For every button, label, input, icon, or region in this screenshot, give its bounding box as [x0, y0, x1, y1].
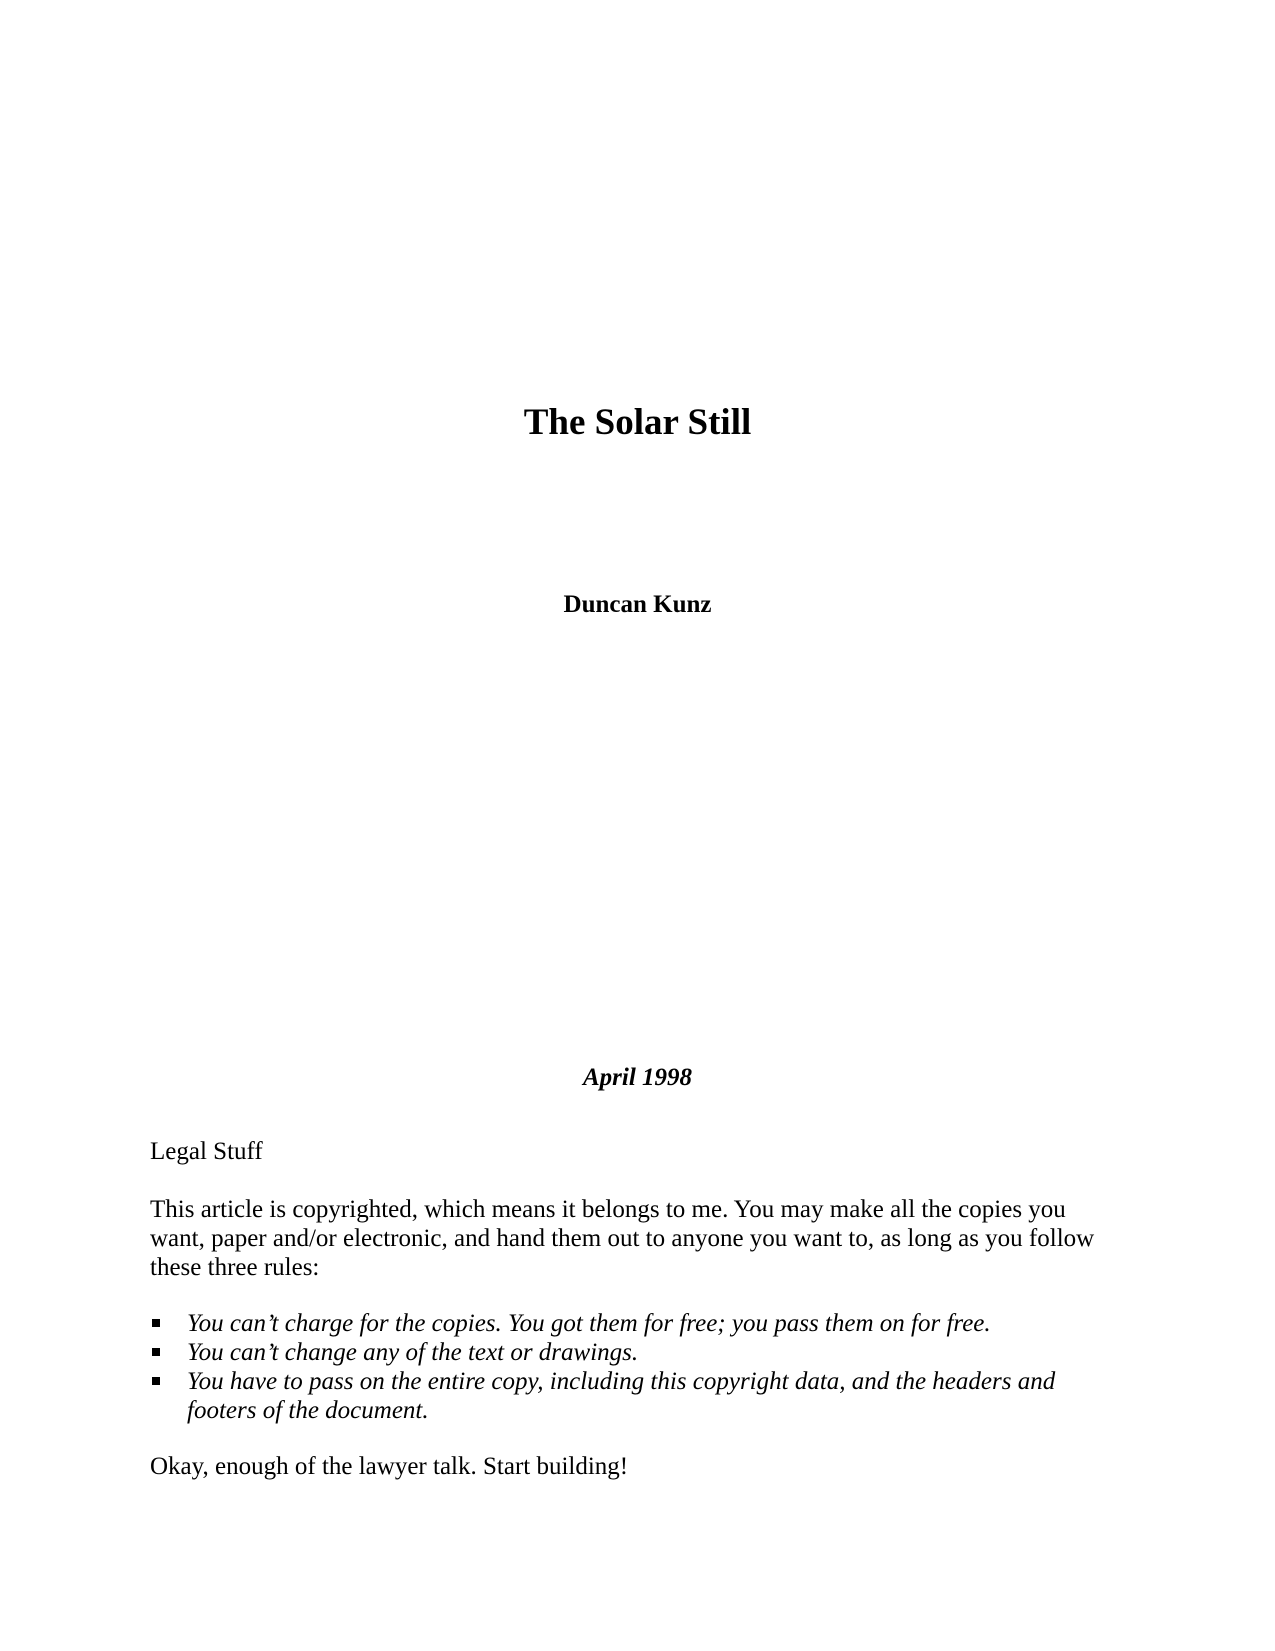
list-item: [150, 1309, 1110, 1338]
document-date: April 1998: [582, 1064, 693, 1091]
list-item: [150, 1367, 1110, 1425]
list-item: [150, 1338, 1110, 1367]
legal-heading: Legal Stuff: [150, 1138, 263, 1165]
legal-paragraph: This article is copyrighted, which means it belongs to me. You may make all the copies you want, paper and/or electronic, and hand them out to anyone you want to, as long as you follow these three rules:: [150, 1196, 1095, 1281]
rule-text: You can’t charge for the copies. You got them for free; you pass them on for free.: [187, 1310, 991, 1337]
square-bullet-icon: [152, 1319, 160, 1327]
document-title: The Solar Still: [523, 402, 752, 443]
rule-text: You can’t change any of the text or drawings.: [187, 1339, 639, 1366]
document-author: Duncan Kunz: [563, 591, 712, 618]
square-bullet-icon: [152, 1377, 160, 1385]
rule-text: You have to pass on the entire copy, including this copyright data, and the headers and footers of the document.: [187, 1368, 1056, 1424]
closing-paragraph: Okay, enough of the lawyer talk. Start building!: [150, 1453, 629, 1480]
rules-list: [150, 1309, 1110, 1425]
square-bullet-icon: [152, 1348, 160, 1356]
